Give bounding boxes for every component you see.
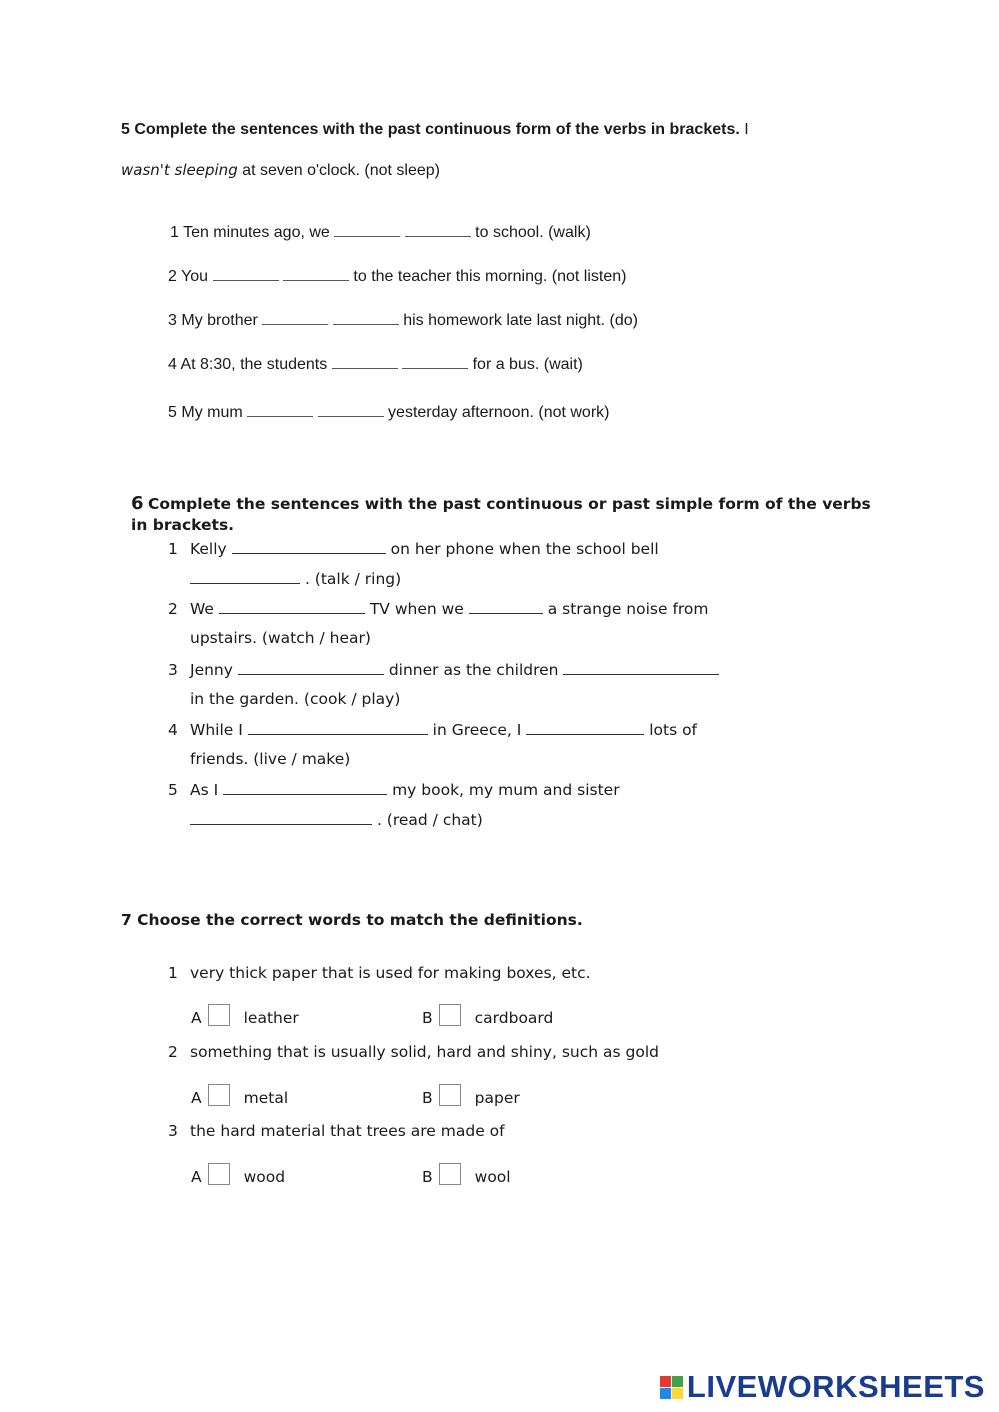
logo-tiles-icon	[660, 1376, 683, 1399]
s6-item-1: 1 Kelly on her phone when the school bell	[168, 540, 659, 558]
checkbox[interactable]	[439, 1004, 461, 1026]
answer-blank[interactable]	[318, 402, 384, 417]
section5-title: 5 Complete the sentences with the past continuous form of the verbs in brackets. I	[121, 121, 749, 138]
answer-blank[interactable]	[238, 660, 384, 675]
answer-blank[interactable]	[190, 810, 372, 825]
answer-blank[interactable]	[213, 266, 279, 281]
section6-title-line2: in brackets.	[131, 516, 235, 534]
answer-blank[interactable]	[402, 354, 468, 369]
answer-blank[interactable]	[526, 720, 644, 735]
checkbox[interactable]	[439, 1163, 461, 1185]
section7-title: 7 Choose the correct words to match the definitions.	[121, 911, 583, 929]
s7-item-2: 2 something that is usually solid, hard and shiny, such as gold	[168, 1043, 659, 1061]
answer-blank[interactable]	[247, 402, 313, 417]
s7-item-1: 1 very thick paper that is used for making boxes, etc.	[168, 964, 591, 982]
s7-item-1-option-b: B cardboard	[422, 1004, 553, 1027]
section6-title: 6 Complete the sentences with the past continuous or past simple form of the verbs	[131, 493, 871, 514]
s5-item-4: 4 At 8:30, the students for a bus. (wait)	[168, 356, 583, 373]
s6-item-3: 3 Jenny dinner as the children	[168, 660, 719, 679]
s6-item-2-cont: upstairs. (watch / hear)	[190, 629, 371, 647]
s6-item-3-cont: in the garden. (cook / play)	[190, 690, 401, 708]
s6-item-2: 2 We TV when we a strange noise from	[168, 600, 709, 618]
answer-blank[interactable]	[190, 569, 300, 584]
section5-example: wasn't sleeping at seven o'clock. (not sleep)	[121, 161, 440, 179]
s6-item-4: 4 While I in Greece, I lots of	[168, 721, 698, 739]
answer-blank[interactable]	[283, 266, 349, 281]
s5-item-2: 2 You to the teacher this morning. (not listen)	[168, 268, 627, 285]
s7-item-3-option-b: B wool	[422, 1163, 511, 1186]
liveworksheets-logo	[660, 1370, 985, 1404]
s6-item-4-cont: friends. (live / make)	[190, 750, 351, 768]
s5-item-5: 5 My mum yesterday afternoon. (not work)	[168, 404, 610, 421]
s7-item-1-option-a: A leather	[191, 1004, 299, 1027]
s7-item-3: 3 the hard material that trees are made of	[168, 1122, 505, 1140]
s7-item-2-option-b: B paper	[422, 1084, 520, 1107]
checkbox[interactable]	[439, 1084, 461, 1106]
answer-blank[interactable]	[248, 720, 428, 735]
s6-item-5: 5 As I my book, my mum and sister	[168, 781, 620, 799]
s7-item-2-option-a: A metal	[191, 1084, 288, 1107]
answer-blank[interactable]	[223, 780, 387, 795]
s5-item-1: 1 Ten minutes ago, we to school. (walk)	[170, 224, 591, 241]
answer-blank[interactable]	[333, 310, 399, 325]
s5-item-3: 3 My brother his homework late last night. (do)	[168, 312, 638, 329]
answer-blank[interactable]	[563, 660, 719, 675]
answer-blank[interactable]	[332, 354, 398, 369]
s7-item-3-option-a: A wood	[191, 1163, 285, 1186]
answer-blank[interactable]	[334, 222, 400, 237]
checkbox[interactable]	[208, 1004, 230, 1026]
s6-item-5-cont: . (read / chat)	[190, 810, 483, 829]
s6-item-1-cont: . (talk / ring)	[190, 569, 401, 588]
checkbox[interactable]	[208, 1163, 230, 1185]
checkbox[interactable]	[208, 1084, 230, 1106]
answer-blank[interactable]	[405, 222, 471, 237]
logo-text: LIVEWORKSHEETS	[686, 1369, 985, 1404]
answer-blank[interactable]	[232, 539, 386, 554]
answer-blank[interactable]	[219, 599, 365, 614]
answer-blank[interactable]	[262, 310, 328, 325]
answer-blank[interactable]	[469, 599, 543, 614]
